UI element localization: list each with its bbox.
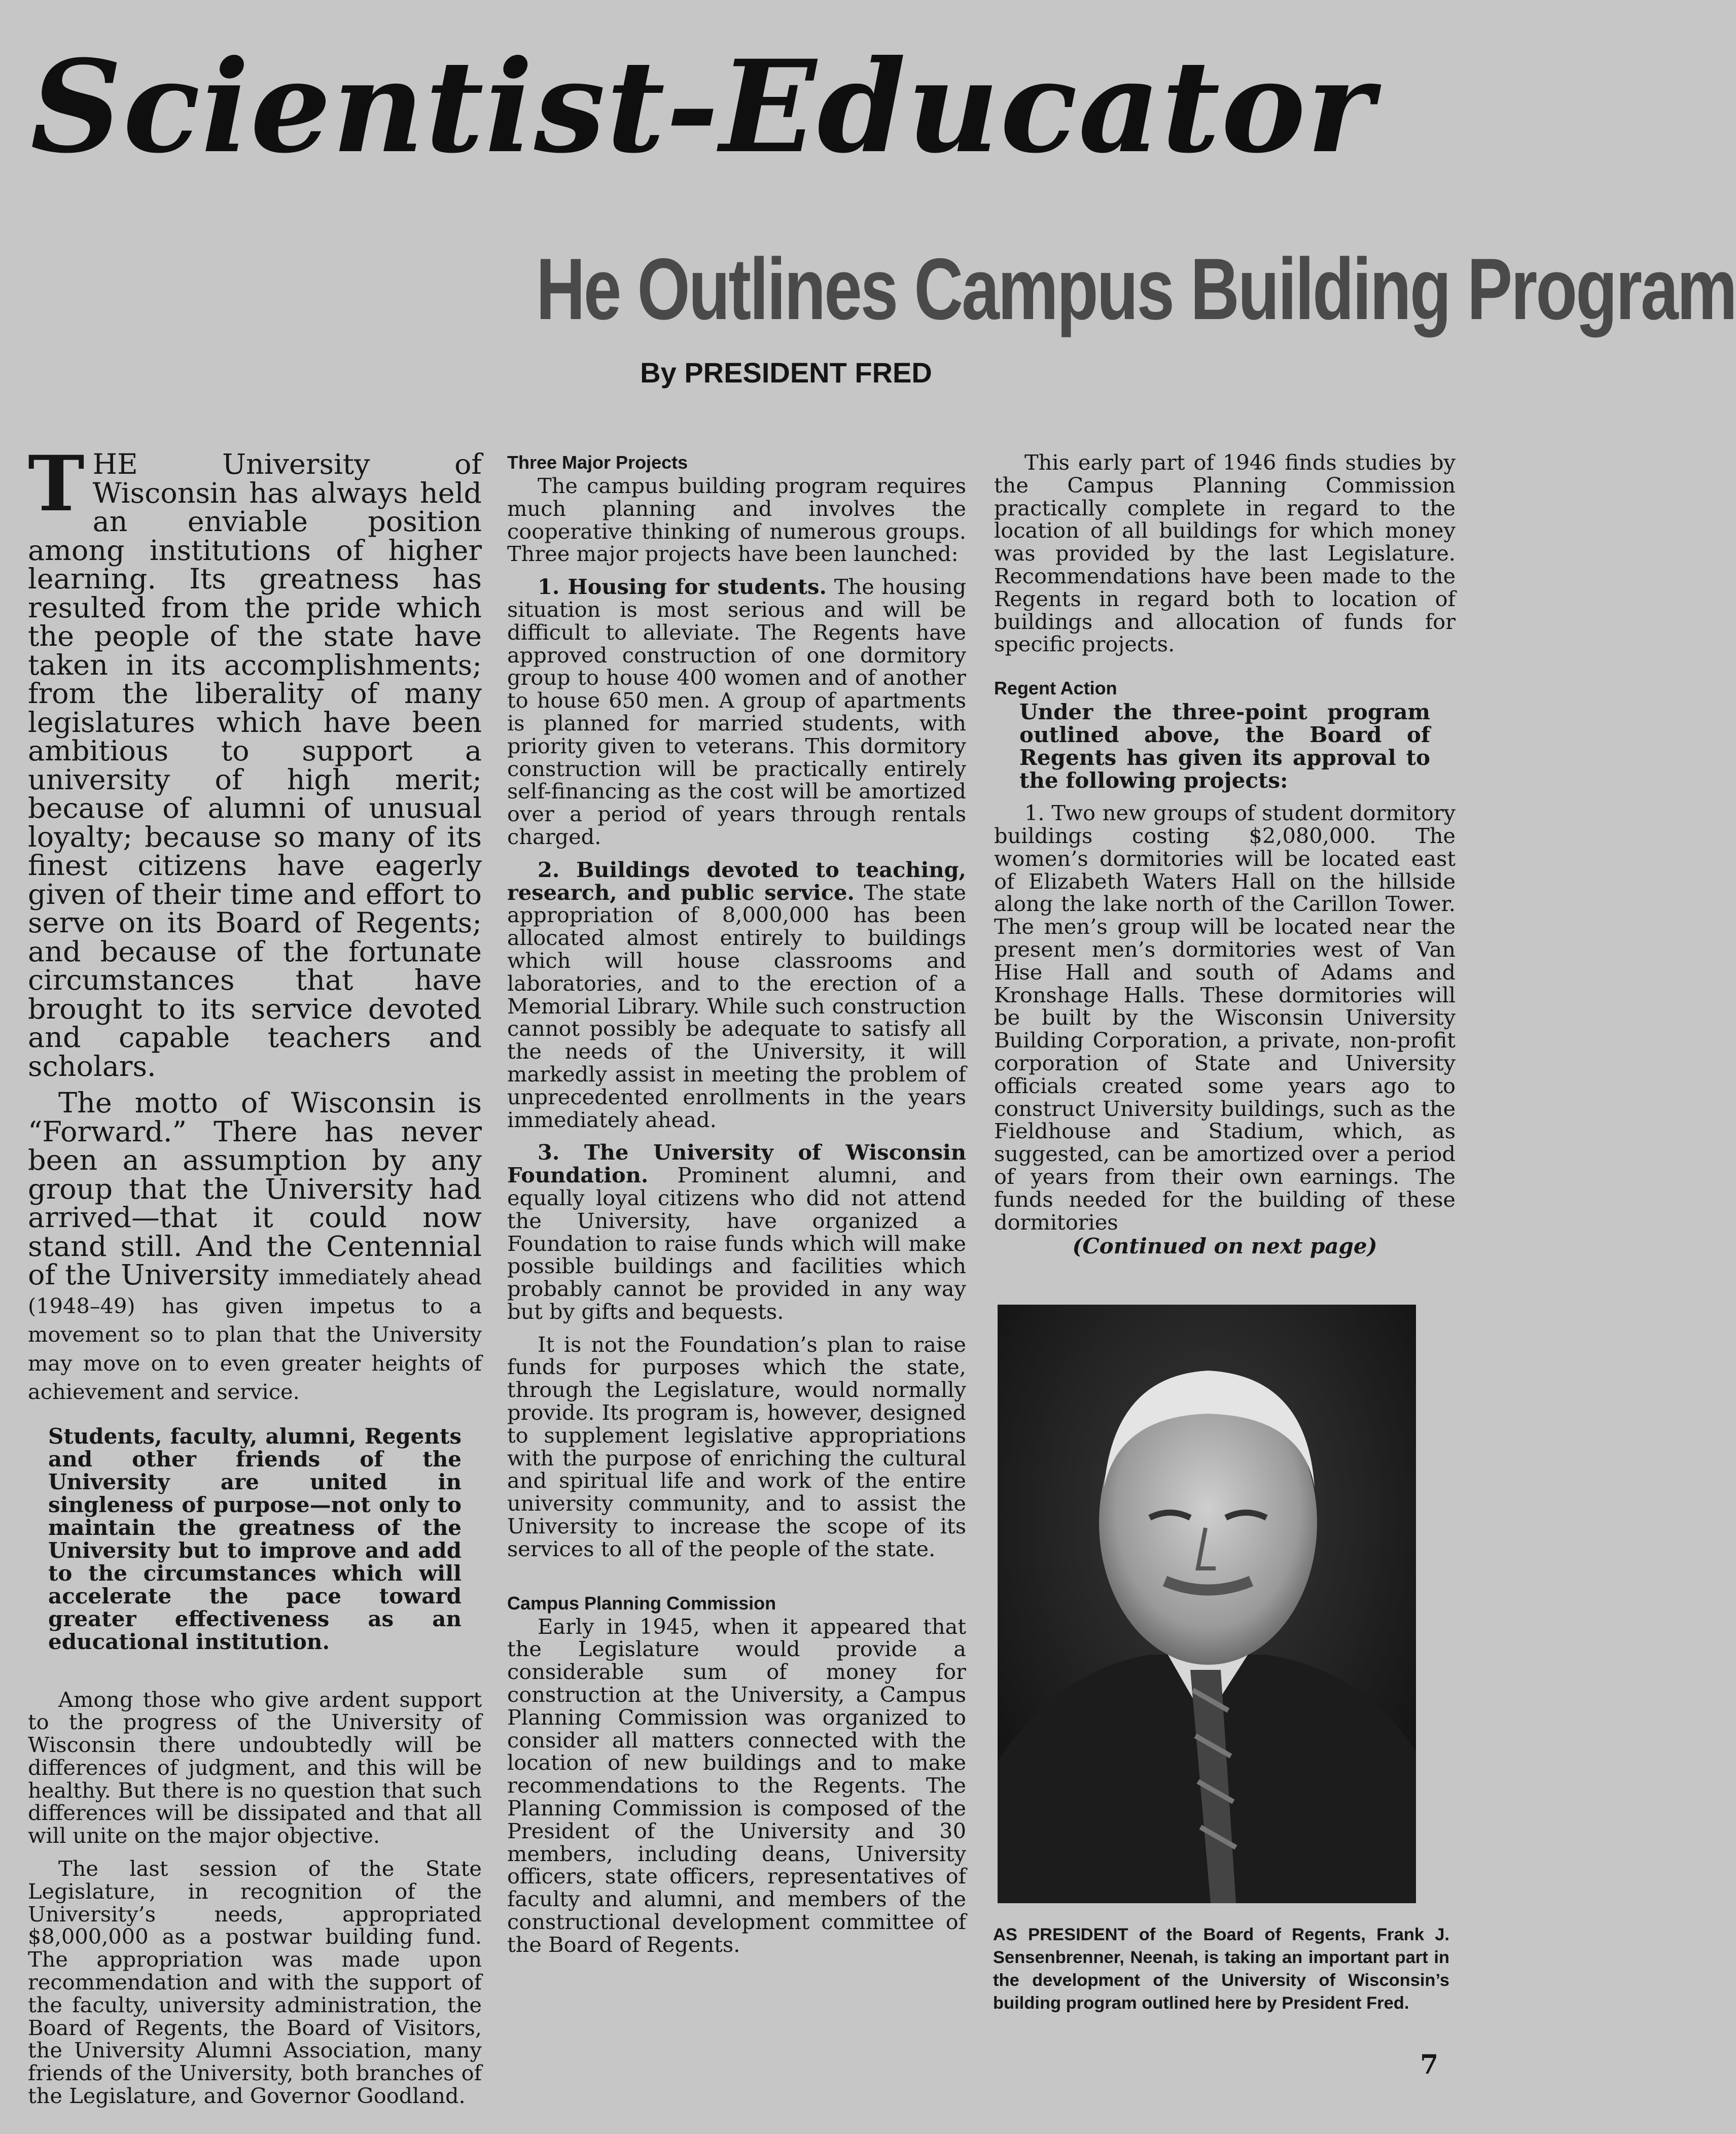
paragraph-projects-intro: The campus building program requires much planning and involves the cooperative thinking of numerous groups. Three major projects have been launched:	[507, 473, 966, 567]
photo-caption: AS PRESIDENT of the Board of Regents, Frank J. Sensenbrenner, Neenah, is taking an important part in the development of the University of Wisconsin’s building program outlined here by President Fred.	[993, 1925, 1449, 2013]
opening-paragraph	[28, 439, 482, 1083]
project-1	[507, 576, 966, 849]
byline: By PRESIDENT FRED	[640, 357, 932, 389]
project-3	[507, 1141, 966, 1323]
motto-paragraph	[28, 1089, 482, 1405]
project-1-text: The housing situation is most serious and will be difficult to alleviate. The Regents have approved construction of one dormitory group to house 400 women and of another to house 650 men. A group of apartments is planned for married students, with priority given to veterans. This dormitory construction will be practically entirely self-financing as the cost will be amortized over a period of years through rentals charged.	[507, 574, 967, 849]
motto-text-small: immediately ahead (1948–49) has given impetus to a movement so to plan that the University may move on to even greater heights of achievement and service.	[28, 1265, 482, 1404]
column-1	[28, 439, 482, 2109]
lead-paragraph-2: Under the three-point program outlined above, the Board of Regents has given its approval to the following projects:	[1019, 699, 1430, 793]
drop-cap: T	[28, 439, 85, 529]
column-3	[994, 451, 1456, 1259]
portrait-illustration	[998, 1305, 1416, 1903]
column-2	[507, 450, 966, 1956]
motto-text-large: The motto of Wisconsin is “Forward.” There has never been an assumption by any group that the University had arrived—that it could now stand still. And the Centennial of the University	[28, 1087, 482, 1291]
portrait-photo	[998, 1305, 1416, 1903]
opening-text: HE University of Wisconsin has always held an enviable position among institutions of higher learning. Its greatness has resulted from the pride which the people of the state have taken in its accomplishments; from the liberality of many legislatures which have been ambitious to support a university of high merit; because of alumni of unusual loyalty; because so many of its finest citizens have eagerly given of their time and effort to serve on its Board of Regents; and because of the fortunate circumstances that have brought to its service devoted and capable teachers and scholars.	[28, 448, 482, 1083]
heading-three-major-projects: Three Major Projects	[507, 452, 688, 473]
project-1-title: 1. Housing for students.	[538, 574, 827, 600]
lead-paragraph-1: Students, faculty, alumni, Regents and other friends of the University are united in singleness of purpose—not only to maintain the greatness of the University but to improve and add to the circumstances which will accelerate the pace toward greater effectiveness as an educational institution.	[48, 1423, 462, 1654]
paragraph-dormitories: 1. Two new groups of student dormitory buildings costing $2,080,000. The women’s dormitories will be located east of Elizabeth Waters Hall on the hillside along the lake north of the Carillon Tower. The men’s group will be located near the present men’s dormitories west of Van Hise Hall and south of Adams and Kronshage Halls. These dormitories will be built by the Wisconsin University Building Corporation, a private, non-profit corporation of State and University officials created some years ago to construct University buildings, such as the Fieldhouse and Stadium, which, as suggested, can be amortized over a period of years from their own earnings. The funds needed for the building of these dormitories	[994, 800, 1456, 1235]
paragraph-studies: This early part of 1946 finds studies by the Campus Planning Commission practically complete in regard to the location of all buildings for which money was provided by the last Legislature. Recommendations have been made to the Regents in regard both to location of buildings and allocation of funds for specific projects.	[994, 450, 1456, 657]
article-subtitle: He Outlines Campus Building Program	[536, 240, 1736, 338]
project-3-title: 3. The University of Wisconsin Foundation.	[507, 1140, 966, 1188]
continued-note: (Continued on next page)	[1072, 1234, 1377, 1259]
page-number: 7	[1420, 2049, 1439, 2080]
project-2	[507, 859, 966, 1132]
project-2-title: 2. Buildings devoted to teaching, research, and public service.	[507, 857, 966, 905]
paragraph-support: Among those who give ardent support to the progress of the University of Wisconsin there undoubtedly will be differences of judgment, and this will be healthy. But there is no question that such differences will be dissipated and that all will unite on the major objective.	[28, 1687, 482, 1848]
paragraph-planning-commission: Early in 1945, when it appeared that the Legislature would provide a considerable sum of money for construction at the University, a Campus Planning Commission was organized to consider all matters connected with the location of new buildings and to make recommendations to the Regents. The Planning Commission is composed of the President of the University and 30 members, including deans, University officers, state officers, representatives of faculty and alumni, and members of the constructional development committee of the Board of Regents.	[507, 1614, 966, 1957]
paragraph-foundation-plan: It is not the Foundation’s plan to raise funds for purposes which the state, through the Legislature, would normally provide. Its program is, however, designed to supplement legislative appropriations with the purpose of enriching the cultural and spiritual life and work of the entire university community, and to assist the University to increase the scope of its services to all of the people of the state.	[507, 1332, 966, 1561]
heading-campus-planning: Campus Planning Commission	[507, 1592, 776, 1614]
heading-regent-action: Regent Action	[994, 678, 1117, 699]
project-2-text: The state appropriation of 8,000,000 has been allocated almost entirely to buildings which will house classrooms and laboratories, and to the erection of a Memorial Library. While such construction cannot possibly be adequate to satisfy all the needs of the University, it will markedly assist in meeting the problem of unprecedented enrollments in the years immediately ahead.	[507, 880, 966, 1132]
article-title: Scientist-Educator	[30, 32, 1375, 181]
paragraph-legislature: The last session of the State Legislature, in recognition of the University’s needs, appropriated $8,000,000 as a postwar building fund. The appropriation was made upon recommendation and with the support of the faculty, university administration, the Board of Regents, the Board of Visitors, the University Alumni Association, many friends of the University, both branches of the Legislature, and Governor Goodland.	[28, 1856, 482, 2109]
project-3-text: Prominent alumni, and equally loyal citizens who did not attend the University, have organized a Foundation to raise funds which will make possible buildings and facilities which probably cannot be provided in any way but by gifts and bequests.	[507, 1163, 966, 1324]
